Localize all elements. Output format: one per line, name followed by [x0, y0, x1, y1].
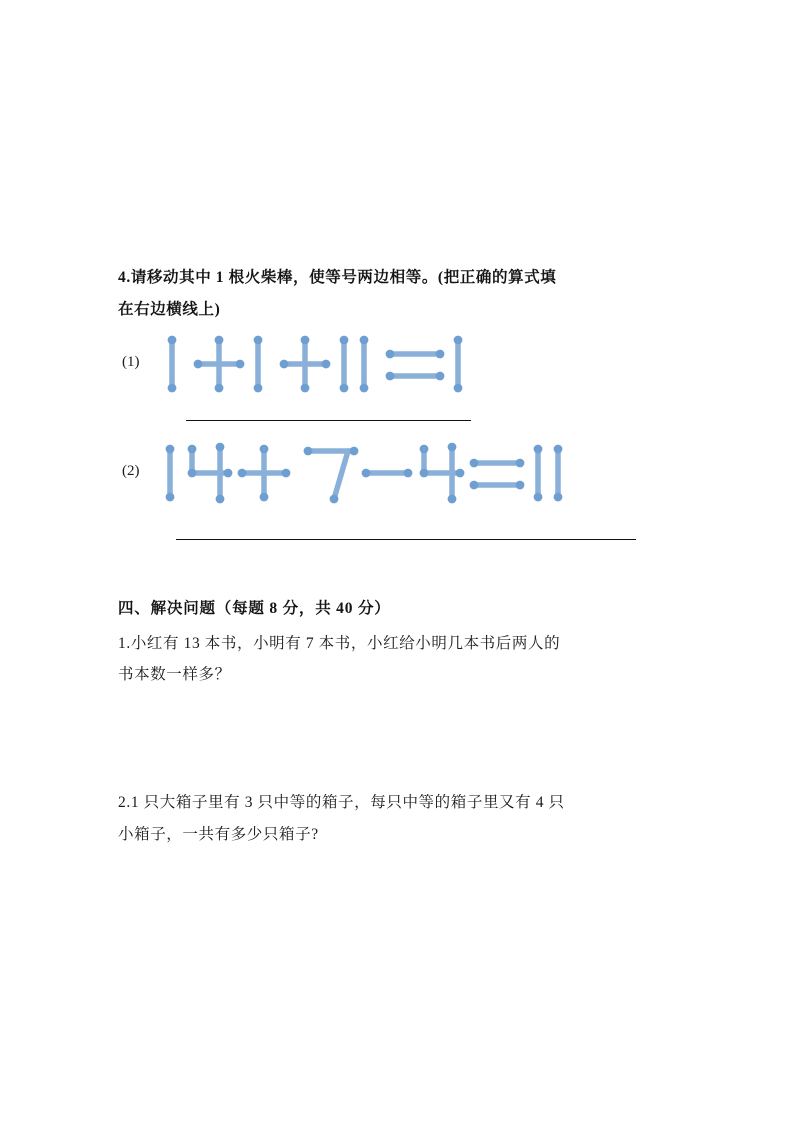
problem-2-work-area[interactable] — [118, 851, 678, 951]
problem-1-line-2: 书本数一样多？ — [118, 666, 231, 684]
matchstick-figure-1 — [158, 332, 498, 402]
worksheet-content — [118, 262, 678, 951]
matchstick-item-1-label: (1) — [122, 353, 140, 370]
problem-1-line-1: 1.小红有 13 本书，小明有 7 本书，小红给小明几本书后两人的 — [118, 634, 561, 652]
matchstick-row-2 — [118, 441, 678, 511]
section-title-4: 四、解决问题（每题 8 分，共 40 分） — [118, 599, 391, 617]
problem-1-work-area[interactable] — [118, 691, 678, 787]
matchstick-item-2-label: (2) — [122, 462, 140, 479]
problem-2-line-1: 2.1 只大箱子里有 3 只中等的箱子，每只中等的箱子里又有 4 只 — [118, 794, 565, 812]
problem-2-line-2: 小箱子，一共有多少只箱子? — [118, 825, 319, 843]
question-4-line-2: 在右边横线上) — [118, 300, 221, 318]
matchstick-row-1 — [118, 332, 678, 402]
question-4-line-1: 4.请移动其中 1 根火柴棒，使等号两边相等。(把正确的算式填 — [118, 269, 557, 286]
matchstick-figure-2 — [158, 441, 578, 511]
